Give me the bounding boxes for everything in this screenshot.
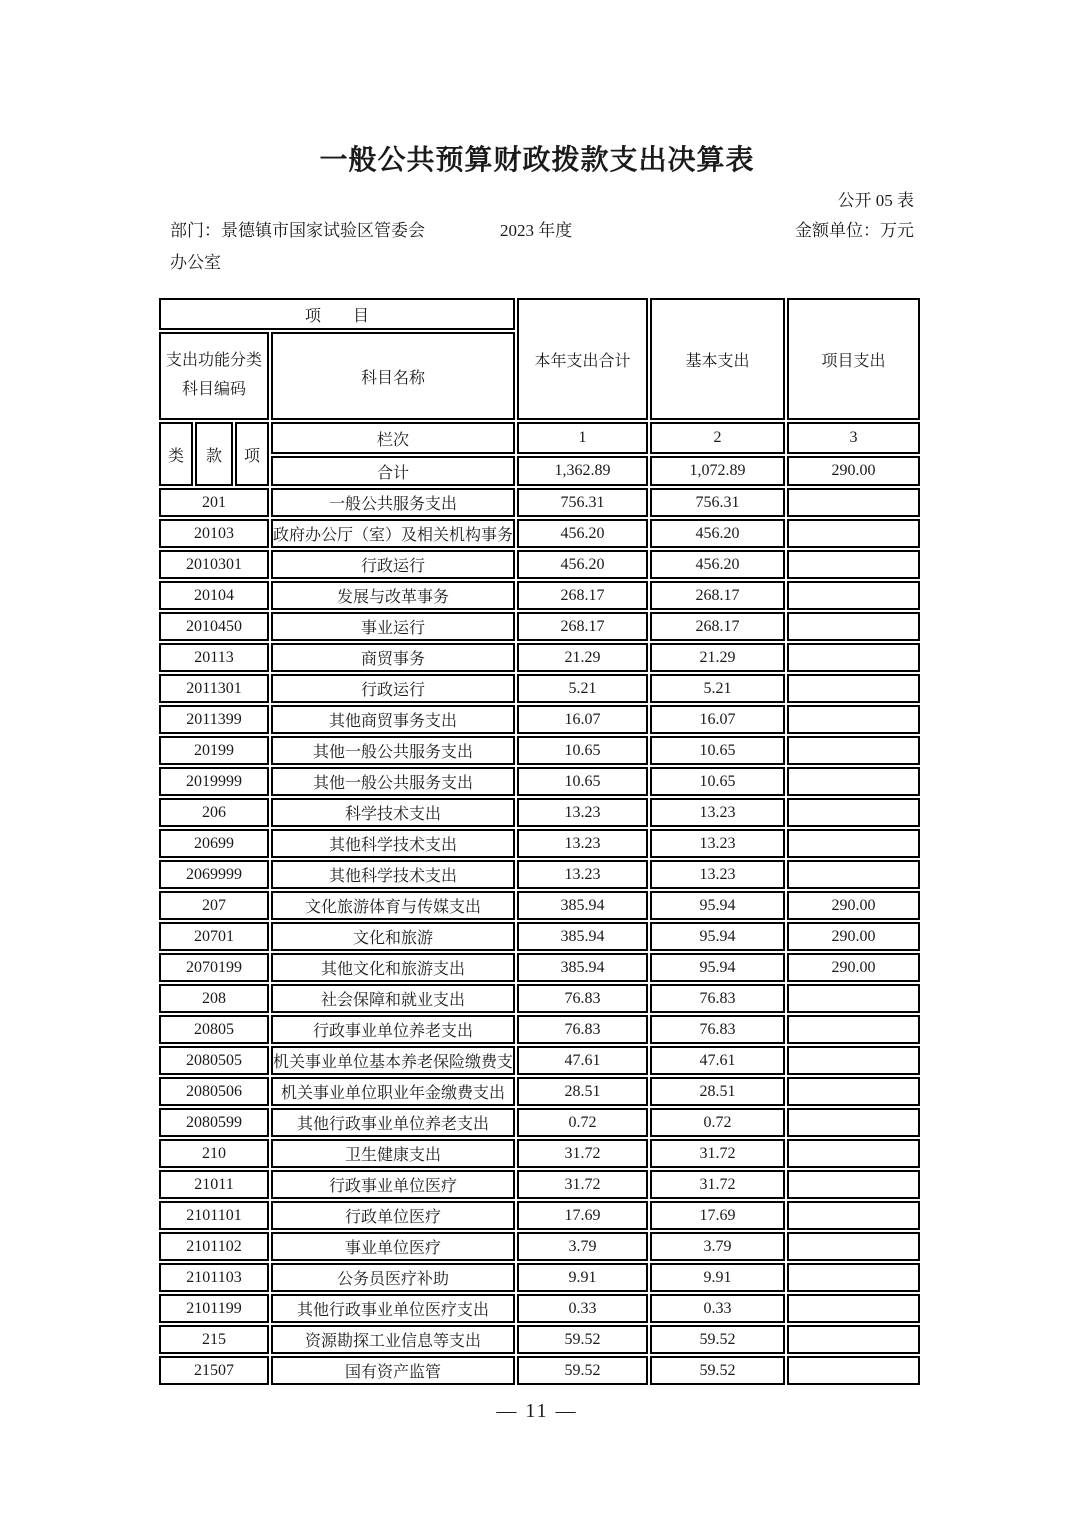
row-name: 事业运行 xyxy=(271,612,515,641)
row-name: 其他行政事业单位养老支出 xyxy=(271,1108,515,1137)
header-row-lanci xyxy=(159,422,920,454)
row-basic-value: 76.83 xyxy=(650,984,785,1013)
row-total-value: 59.52 xyxy=(517,1325,648,1354)
row-project-value xyxy=(787,1356,920,1385)
table-row xyxy=(159,891,920,920)
row-basic-value: 95.94 xyxy=(650,891,785,920)
row-total-value: 385.94 xyxy=(517,891,648,920)
row-basic-value: 28.51 xyxy=(650,1077,785,1106)
row-name: 文化旅游体育与传媒支出 xyxy=(271,891,515,920)
row-basic-value: 756.31 xyxy=(650,488,785,517)
table-row xyxy=(159,767,920,796)
row-name: 事业单位医疗 xyxy=(271,1232,515,1261)
total-value-2: 1,072.89 xyxy=(650,456,785,486)
row-name: 其他一般公共服务支出 xyxy=(271,736,515,765)
table-row xyxy=(159,953,920,982)
row-code: 20104 xyxy=(159,581,269,610)
total-row xyxy=(159,456,920,486)
row-code: 21507 xyxy=(159,1356,269,1385)
table-row xyxy=(159,643,920,672)
row-total-value: 13.23 xyxy=(517,798,648,827)
table-row xyxy=(159,1294,920,1323)
table-row xyxy=(159,1356,920,1385)
col-header-basic: 基本支出 xyxy=(650,298,785,420)
row-basic-value: 95.94 xyxy=(650,922,785,951)
table-row xyxy=(159,1139,920,1168)
table-row xyxy=(159,1232,920,1261)
row-project-value: 290.00 xyxy=(787,953,920,982)
row-project-value xyxy=(787,736,920,765)
row-project-value xyxy=(787,1077,920,1106)
code-header-line2: 科目编码 xyxy=(181,381,246,398)
row-project-value xyxy=(787,674,920,703)
col-header-total: 本年支出合计 xyxy=(517,298,648,420)
table-row xyxy=(159,1325,920,1354)
row-basic-value: 10.65 xyxy=(650,736,785,765)
row-total-value: 17.69 xyxy=(517,1201,648,1230)
row-basic-value: 0.72 xyxy=(650,1108,785,1137)
row-code: 2010450 xyxy=(159,612,269,641)
table-row xyxy=(159,581,920,610)
row-project-value xyxy=(787,767,920,796)
row-name: 其他文化和旅游支出 xyxy=(271,953,515,982)
row-total-value: 756.31 xyxy=(517,488,648,517)
row-name: 一般公共服务支出 xyxy=(271,488,515,517)
table-row xyxy=(159,705,920,734)
code-header-line1: 支出功能分类 xyxy=(165,352,262,370)
table-row xyxy=(159,798,920,827)
row-code: 2101199 xyxy=(159,1294,269,1323)
row-name: 行政事业单位养老支出 xyxy=(271,1015,515,1044)
row-name: 政府办公厅（室）及相关机构事务 xyxy=(271,519,515,548)
code-header-cell xyxy=(159,332,269,420)
department-label: 部门：景德镇市国家试验区管委会 xyxy=(170,221,425,240)
row-basic-value: 21.29 xyxy=(650,643,785,672)
row-name: 国有资产监管 xyxy=(271,1356,515,1385)
row-project-value xyxy=(787,643,920,672)
row-total-value: 268.17 xyxy=(517,581,648,610)
table-row xyxy=(159,736,920,765)
row-code: 2101103 xyxy=(159,1263,269,1292)
row-total-value: 31.72 xyxy=(517,1139,648,1168)
table-row xyxy=(159,1077,920,1106)
table-row xyxy=(159,550,920,579)
row-code: 208 xyxy=(159,984,269,1013)
row-code: 21011 xyxy=(159,1170,269,1199)
row-project-value: 290.00 xyxy=(787,891,920,920)
row-name: 其他一般公共服务支出 xyxy=(271,767,515,796)
row-name: 其他行政事业单位医疗支出 xyxy=(271,1294,515,1323)
table-row xyxy=(159,488,920,517)
table-row xyxy=(159,860,920,889)
row-name: 卫生健康支出 xyxy=(271,1139,515,1168)
row-code: 2101102 xyxy=(159,1232,269,1261)
row-code: 20113 xyxy=(159,643,269,672)
lanci-col-2: 2 xyxy=(650,422,785,454)
row-project-value xyxy=(787,612,920,641)
row-code: 2069999 xyxy=(159,860,269,889)
row-project-value xyxy=(787,1325,920,1354)
table-row xyxy=(159,1015,920,1044)
row-project-value xyxy=(787,519,920,548)
sheet-code: 公开 05 表 xyxy=(837,191,914,210)
row-total-value: 385.94 xyxy=(517,953,648,982)
row-basic-value: 10.65 xyxy=(650,767,785,796)
row-total-value: 16.07 xyxy=(517,705,648,734)
row-name: 公务员医疗补助 xyxy=(271,1263,515,1292)
table-row xyxy=(159,829,920,858)
row-name: 其他科学技术支出 xyxy=(271,860,515,889)
row-project-value xyxy=(787,860,920,889)
row-code: 215 xyxy=(159,1325,269,1354)
row-name: 其他商贸事务支出 xyxy=(271,705,515,734)
row-basic-value: 47.61 xyxy=(650,1046,785,1075)
row-basic-value: 59.52 xyxy=(650,1325,785,1354)
row-code: 2010301 xyxy=(159,550,269,579)
row-total-value: 76.83 xyxy=(517,984,648,1013)
row-basic-value: 456.20 xyxy=(650,519,785,548)
lanci-label: 栏次 xyxy=(271,422,515,454)
total-value-1: 1,362.89 xyxy=(517,456,648,486)
table-row xyxy=(159,674,920,703)
page-title: 一般公共预算财政拨款支出决算表 xyxy=(319,143,755,176)
row-code: 2080505 xyxy=(159,1046,269,1075)
table-row xyxy=(159,519,920,548)
row-name: 行政运行 xyxy=(271,550,515,579)
row-project-value xyxy=(787,1139,920,1168)
row-name: 机关事业单位职业年金缴费支出 xyxy=(271,1077,515,1106)
table-row xyxy=(159,1108,920,1137)
row-name: 行政运行 xyxy=(271,674,515,703)
row-basic-value: 95.94 xyxy=(650,953,785,982)
row-total-value: 9.91 xyxy=(517,1263,648,1292)
table-row xyxy=(159,612,920,641)
row-total-value: 5.21 xyxy=(517,674,648,703)
row-project-value xyxy=(787,1232,920,1261)
department-label-line2: 办公室 xyxy=(170,253,221,272)
row-code: 210 xyxy=(159,1139,269,1168)
row-basic-value: 268.17 xyxy=(650,581,785,610)
row-name: 资源勘探工业信息等支出 xyxy=(271,1325,515,1354)
total-value-3: 290.00 xyxy=(787,456,920,486)
row-total-value: 13.23 xyxy=(517,860,648,889)
row-project-value: 290.00 xyxy=(787,922,920,951)
row-basic-value: 16.07 xyxy=(650,705,785,734)
row-total-value: 10.65 xyxy=(517,736,648,765)
row-name: 行政事业单位医疗 xyxy=(271,1170,515,1199)
sub-header-xiang: 项 xyxy=(235,422,269,486)
row-code: 2080599 xyxy=(159,1108,269,1137)
row-project-value xyxy=(787,829,920,858)
row-project-value xyxy=(787,1046,920,1075)
header-row-project xyxy=(159,298,920,330)
row-basic-value: 13.23 xyxy=(650,860,785,889)
row-name: 文化和旅游 xyxy=(271,922,515,951)
row-name: 科学技术支出 xyxy=(271,798,515,827)
row-code: 206 xyxy=(159,798,269,827)
budget-table xyxy=(157,296,922,1387)
row-code: 20199 xyxy=(159,736,269,765)
row-project-value xyxy=(787,1201,920,1230)
table-row xyxy=(159,984,920,1013)
row-name: 商贸事务 xyxy=(271,643,515,672)
row-code: 20805 xyxy=(159,1015,269,1044)
row-code: 2070199 xyxy=(159,953,269,982)
table-row xyxy=(159,1046,920,1075)
row-total-value: 456.20 xyxy=(517,550,648,579)
row-total-value: 13.23 xyxy=(517,829,648,858)
amount-unit: 金额单位：万元 xyxy=(795,221,914,240)
row-total-value: 10.65 xyxy=(517,767,648,796)
row-total-value: 268.17 xyxy=(517,612,648,641)
row-project-value xyxy=(787,550,920,579)
lanci-col-3: 3 xyxy=(787,422,920,454)
row-name: 机关事业单位基本养老保险缴费支 xyxy=(271,1046,515,1075)
row-code: 20701 xyxy=(159,922,269,951)
row-code: 2011301 xyxy=(159,674,269,703)
row-project-value xyxy=(787,1263,920,1292)
row-basic-value: 76.83 xyxy=(650,1015,785,1044)
row-basic-value: 456.20 xyxy=(650,550,785,579)
row-basic-value: 3.79 xyxy=(650,1232,785,1261)
row-total-value: 28.51 xyxy=(517,1077,648,1106)
row-project-value xyxy=(787,1170,920,1199)
row-project-value xyxy=(787,1294,920,1323)
row-code: 20699 xyxy=(159,829,269,858)
row-project-value xyxy=(787,705,920,734)
row-basic-value: 9.91 xyxy=(650,1263,785,1292)
row-basic-value: 17.69 xyxy=(650,1201,785,1230)
row-total-value: 3.79 xyxy=(517,1232,648,1261)
row-name: 发展与改革事务 xyxy=(271,581,515,610)
row-basic-value: 0.33 xyxy=(650,1294,785,1323)
sub-header-kuan: 款 xyxy=(195,422,233,486)
row-project-value xyxy=(787,1015,920,1044)
subject-name-header: 科目名称 xyxy=(271,332,515,420)
row-code: 201 xyxy=(159,488,269,517)
row-code: 20103 xyxy=(159,519,269,548)
row-basic-value: 13.23 xyxy=(650,829,785,858)
row-project-value xyxy=(787,798,920,827)
row-total-value: 0.33 xyxy=(517,1294,648,1323)
col-header-project-exp: 项目支出 xyxy=(787,298,920,420)
row-basic-value: 5.21 xyxy=(650,674,785,703)
row-project-value xyxy=(787,581,920,610)
row-basic-value: 268.17 xyxy=(650,612,785,641)
row-basic-value: 31.72 xyxy=(650,1139,785,1168)
row-total-value: 385.94 xyxy=(517,922,648,951)
table-body xyxy=(159,298,920,1385)
page-number: — 11 — xyxy=(496,1400,578,1422)
fiscal-year: 2023 年度 xyxy=(500,221,573,240)
row-project-value xyxy=(787,984,920,1013)
row-total-value: 21.29 xyxy=(517,643,648,672)
row-total-value: 456.20 xyxy=(517,519,648,548)
row-total-value: 76.83 xyxy=(517,1015,648,1044)
row-basic-value: 13.23 xyxy=(650,798,785,827)
table-row xyxy=(159,1170,920,1199)
row-code: 2011399 xyxy=(159,705,269,734)
table-row xyxy=(159,1263,920,1292)
row-basic-value: 31.72 xyxy=(650,1170,785,1199)
row-code: 2101101 xyxy=(159,1201,269,1230)
row-total-value: 0.72 xyxy=(517,1108,648,1137)
row-total-value: 31.72 xyxy=(517,1170,648,1199)
sub-header-lei: 类 xyxy=(159,422,193,486)
row-project-value xyxy=(787,488,920,517)
row-code: 207 xyxy=(159,891,269,920)
total-label: 合计 xyxy=(271,456,515,486)
row-project-value xyxy=(787,1108,920,1137)
table-row xyxy=(159,1201,920,1230)
row-code: 2080506 xyxy=(159,1077,269,1106)
row-total-value: 47.61 xyxy=(517,1046,648,1075)
row-name: 其他科学技术支出 xyxy=(271,829,515,858)
row-total-value: 59.52 xyxy=(517,1356,648,1385)
table-row xyxy=(159,922,920,951)
lanci-col-1: 1 xyxy=(517,422,648,454)
row-basic-value: 59.52 xyxy=(650,1356,785,1385)
row-name: 社会保障和就业支出 xyxy=(271,984,515,1013)
row-name: 行政单位医疗 xyxy=(271,1201,515,1230)
project-header-cell: 项 目 xyxy=(159,298,515,330)
row-code: 2019999 xyxy=(159,767,269,796)
